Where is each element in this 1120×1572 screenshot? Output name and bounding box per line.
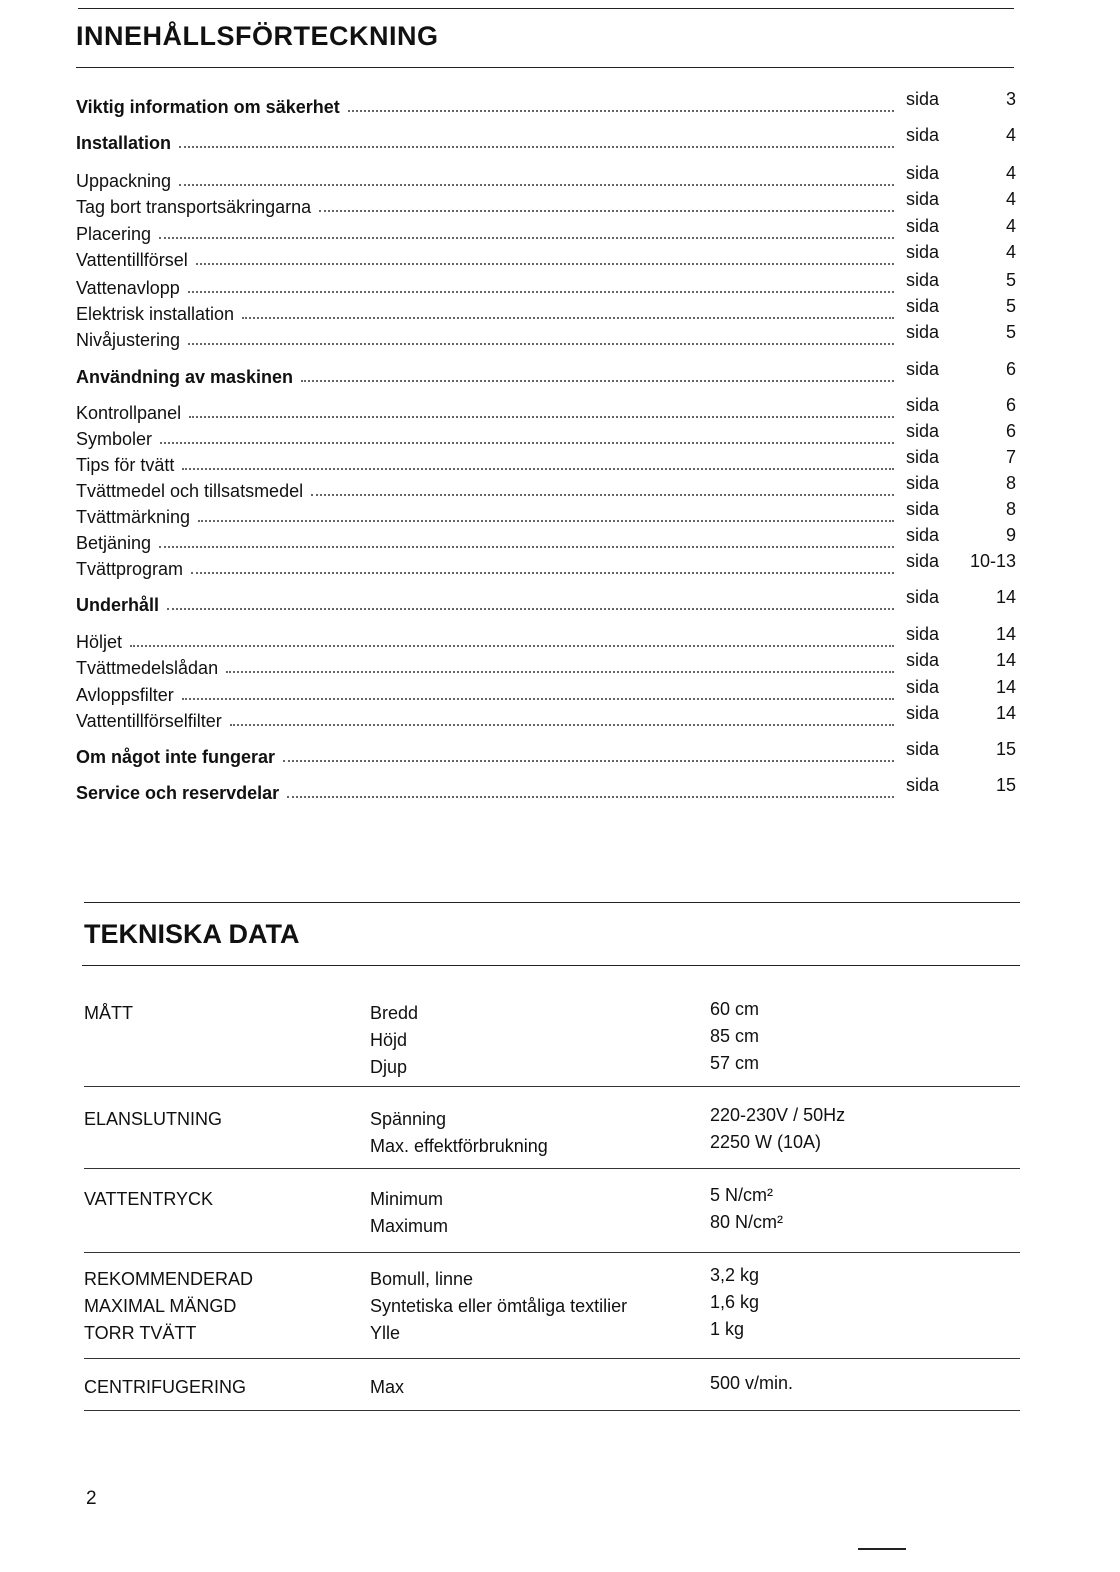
- toc-entry-page: 8: [1005, 499, 1016, 519]
- toc-entry-page: 4: [1005, 163, 1016, 183]
- toc-entry-sida: sida: [906, 189, 940, 209]
- toc-entry-page: 14: [995, 587, 1016, 607]
- toc-entry: [76, 163, 1016, 192]
- toc-entry-title: Tag bort transportsäkringarna: [76, 197, 312, 217]
- tech-properties: [370, 1106, 548, 1160]
- toc-leader-dots: [179, 146, 894, 148]
- toc-entry-sida: sida: [906, 525, 940, 545]
- toc-entry: [76, 587, 1016, 616]
- toc-entry-title: Tvättmedelslådan: [76, 658, 219, 678]
- tech-properties: [370, 1186, 448, 1240]
- toc-entry-sida: sida: [906, 447, 940, 467]
- toc-leader-dots: [311, 494, 894, 496]
- toc-entry-title: Användning av maskinen: [76, 367, 294, 387]
- toc-entry-sida: sida: [906, 89, 940, 109]
- toc-entry-title: Service och reservdelar: [76, 783, 280, 803]
- toc-entry-page: 6: [1005, 395, 1016, 415]
- toc-leader-dots: [191, 572, 894, 574]
- tech-value: 85 cm: [710, 1026, 760, 1046]
- tech-property: Ylle: [370, 1323, 401, 1343]
- tech-category-line: ELANSLUTNING: [84, 1109, 223, 1129]
- toc-entry-sida: sida: [906, 296, 940, 316]
- tech-values: [710, 1262, 759, 1343]
- toc-entry-page: 4: [1005, 242, 1016, 262]
- toc-entry-sida: sida: [906, 587, 940, 607]
- toc-entry-page: 8: [1005, 473, 1016, 493]
- toc-entry-title: Kontrollpanel: [76, 403, 182, 423]
- scan-mark: [858, 1548, 906, 1550]
- toc-leader-dots: [189, 416, 894, 418]
- tech-property: Minimum: [370, 1189, 444, 1209]
- toc-entry: [76, 677, 1016, 706]
- heading-rule: [82, 965, 1020, 966]
- toc-leader-dots: [130, 645, 894, 647]
- toc-entry: [76, 650, 1016, 679]
- tech-properties: [370, 1374, 404, 1401]
- toc-leader-dots: [348, 110, 894, 112]
- toc-leader-dots: [188, 343, 894, 345]
- toc-entry-title: Installation: [76, 133, 172, 153]
- toc-entry-page: 14: [995, 677, 1016, 697]
- toc-entry-page: 14: [995, 650, 1016, 670]
- toc-entry-sida: sida: [906, 703, 940, 723]
- toc-entry-title: Tvättmedel och tillsatsmedel: [76, 481, 304, 501]
- tech-separator: [84, 1410, 1020, 1411]
- tech-value: 1,6 kg: [710, 1292, 760, 1312]
- toc-entry-sida: sida: [906, 270, 940, 290]
- top-rule: [78, 8, 1014, 9]
- toc-entry-page: 14: [995, 703, 1016, 723]
- toc-entry: [76, 189, 1016, 218]
- toc-entry-title: Tvättmärkning: [76, 507, 191, 527]
- tech-value: 3,2 kg: [710, 1265, 760, 1285]
- tech-separator: [84, 1086, 1020, 1087]
- toc-entry: [76, 125, 1016, 154]
- toc-leader-dots: [287, 796, 894, 798]
- toc-entry: [76, 216, 1016, 245]
- toc-entry-title: Om något inte fungerar: [76, 747, 276, 767]
- toc-leader-dots: [283, 760, 894, 762]
- tech-value: 220-230V / 50Hz: [710, 1105, 846, 1125]
- toc-entry-title: Tips för tvätt: [76, 455, 175, 475]
- toc-entry: [76, 89, 1016, 118]
- toc-leader-dots: [159, 237, 894, 239]
- toc-entry-page: 6: [1005, 359, 1016, 379]
- toc-entry-sida: sida: [906, 359, 940, 379]
- toc-entry: [76, 525, 1016, 554]
- tech-property: Höjd: [370, 1030, 408, 1050]
- toc-entry-sida: sida: [906, 775, 940, 795]
- toc-entry-title: Avloppsfilter: [76, 685, 174, 705]
- toc-entry: [76, 739, 1016, 768]
- tech-property: Max. effektförbrukning: [370, 1136, 548, 1156]
- tech-values: [710, 996, 759, 1077]
- tech-category-line: MÅTT: [84, 1003, 133, 1023]
- toc-entry-title: Symboler: [76, 429, 153, 449]
- toc-leader-dots: [198, 520, 894, 522]
- toc-entry-sida: sida: [906, 242, 940, 262]
- tech-separator: [84, 1252, 1020, 1253]
- tech-category-line: CENTRIFUGERING: [84, 1377, 246, 1397]
- tech-value: 57 cm: [710, 1053, 760, 1073]
- tech-property: Max: [370, 1377, 405, 1397]
- tech-category: [84, 1106, 222, 1133]
- toc-entry-title: Elektrisk installation: [76, 304, 235, 324]
- toc-entry-title: Vattentillförsel: [76, 250, 188, 270]
- toc-leader-dots: [182, 468, 894, 470]
- toc-entry-title: Höljet: [76, 632, 123, 652]
- toc-entry-title: Underhåll: [76, 595, 160, 615]
- toc-entry-page: 4: [1005, 189, 1016, 209]
- toc-heading: INNEHÅLLSFÖRTECKNING: [76, 21, 439, 51]
- tech-value: 2250 W (10A): [710, 1132, 822, 1152]
- toc-entry-title: Viktig information om säkerhet: [76, 97, 340, 117]
- page-number: 2: [86, 1488, 97, 1509]
- toc-leader-dots: [188, 291, 894, 293]
- tech-property: Maximum: [370, 1216, 449, 1236]
- toc-entry-title: Vattentillförselfilter: [76, 711, 222, 731]
- tech-separator: [84, 1168, 1020, 1169]
- toc-entry: [76, 270, 1016, 299]
- tech-category: [84, 1186, 213, 1213]
- toc-entry-page: 5: [1005, 296, 1016, 316]
- toc-leader-dots: [159, 546, 894, 548]
- tech-value: 500 v/min.: [710, 1373, 794, 1393]
- toc-entry: [76, 395, 1016, 424]
- toc-entry: [76, 242, 1016, 271]
- tech-header: [82, 902, 1020, 966]
- toc-entry: [76, 359, 1016, 388]
- toc-entry-sida: sida: [906, 421, 940, 441]
- tech-category-line: TORR TVÄTT: [84, 1323, 197, 1343]
- tech-category: [84, 1000, 133, 1027]
- tech-category-line: REKOMMENDERAD: [84, 1269, 254, 1289]
- toc-leader-dots: [179, 184, 894, 186]
- toc-entry-page: 5: [1005, 270, 1016, 290]
- tech-value: 80 N/cm²: [710, 1212, 784, 1232]
- toc-entry: [76, 473, 1016, 502]
- tech-properties: [370, 1000, 418, 1081]
- toc-entry-title: Uppackning: [76, 171, 172, 191]
- toc-leader-dots: [226, 671, 894, 673]
- toc-entry-sida: sida: [906, 650, 940, 670]
- toc-entry-page: 6: [1005, 421, 1016, 441]
- toc-entry: [76, 322, 1016, 351]
- toc-entry-title: Vattenavlopp: [76, 278, 180, 298]
- tech-values: [710, 1182, 783, 1236]
- toc-entry: [76, 447, 1016, 476]
- tech-heading: TEKNISKA DATA: [84, 919, 300, 949]
- toc-entry: [76, 551, 1016, 580]
- toc-entry-title: Nivåjustering: [76, 330, 181, 350]
- tech-separator: [84, 1358, 1020, 1359]
- toc-entry-title: Tvättprogram: [76, 559, 184, 579]
- toc-leader-dots: [242, 317, 894, 319]
- toc-leader-dots: [230, 724, 894, 726]
- toc-entry-sida: sida: [906, 499, 940, 519]
- toc-leader-dots: [182, 698, 894, 700]
- toc-leader-dots: [160, 442, 894, 444]
- toc-entry-page: 7: [1005, 447, 1016, 467]
- toc-entry-sida: sida: [906, 322, 940, 342]
- tech-value: 60 cm: [710, 999, 760, 1019]
- toc-entry-page: 10-13: [969, 551, 1016, 571]
- toc-entry-sida: sida: [906, 125, 940, 145]
- toc-entry-sida: sida: [906, 677, 940, 697]
- toc-leader-dots: [196, 263, 894, 265]
- toc-entry-page: 4: [1005, 216, 1016, 236]
- toc-leader-dots: [167, 608, 894, 610]
- toc-entry-sida: sida: [906, 551, 940, 571]
- toc-entry-page: 9: [1005, 525, 1016, 545]
- top-rule: [84, 902, 1020, 903]
- toc-entry: [76, 296, 1016, 325]
- toc-entry: [76, 499, 1016, 528]
- toc-entry: [76, 624, 1016, 653]
- tech-values: [710, 1370, 793, 1397]
- tech-property: Bredd: [370, 1003, 419, 1023]
- tech-values: [710, 1102, 845, 1156]
- toc-entry-page: 15: [995, 775, 1016, 795]
- toc-entry-sida: sida: [906, 163, 940, 183]
- toc-leader-dots: [301, 380, 894, 382]
- toc-leader-dots: [319, 210, 894, 212]
- toc-entry-page: 15: [995, 739, 1016, 759]
- tech-properties: [370, 1266, 627, 1347]
- toc-entry-page: 14: [995, 624, 1016, 644]
- toc-entry-page: 4: [1005, 125, 1016, 145]
- tech-property: Djup: [370, 1057, 408, 1077]
- toc-entry-sida: sida: [906, 216, 940, 236]
- tech-category: [84, 1266, 253, 1347]
- tech-property: Syntetiska eller ömtåliga textilier: [370, 1296, 628, 1316]
- tech-value: 1 kg: [710, 1319, 745, 1339]
- heading-rule: [76, 67, 1014, 68]
- tech-property: Spänning: [370, 1109, 447, 1129]
- tech-value: 5 N/cm²: [710, 1185, 773, 1205]
- toc-entry: [76, 775, 1016, 804]
- toc-entry-sida: sida: [906, 624, 940, 644]
- toc-entry-page: 3: [1005, 89, 1016, 109]
- toc-entry: [76, 703, 1016, 732]
- toc-entry-sida: sida: [906, 395, 940, 415]
- tech-category: [84, 1374, 246, 1401]
- tech-category-line: VATTENTRYCK: [84, 1189, 214, 1209]
- toc-entry-title: Placering: [76, 224, 152, 244]
- toc-header: [76, 8, 1014, 68]
- toc-entry-sida: sida: [906, 739, 940, 759]
- tech-category-line: MAXIMAL MÄNGD: [84, 1296, 237, 1316]
- toc-entry: [76, 421, 1016, 450]
- toc-entry-page: 5: [1005, 322, 1016, 342]
- toc-entry-sida: sida: [906, 473, 940, 493]
- toc-entry-title: Betjäning: [76, 533, 152, 553]
- tech-property: Bomull, linne: [370, 1269, 474, 1289]
